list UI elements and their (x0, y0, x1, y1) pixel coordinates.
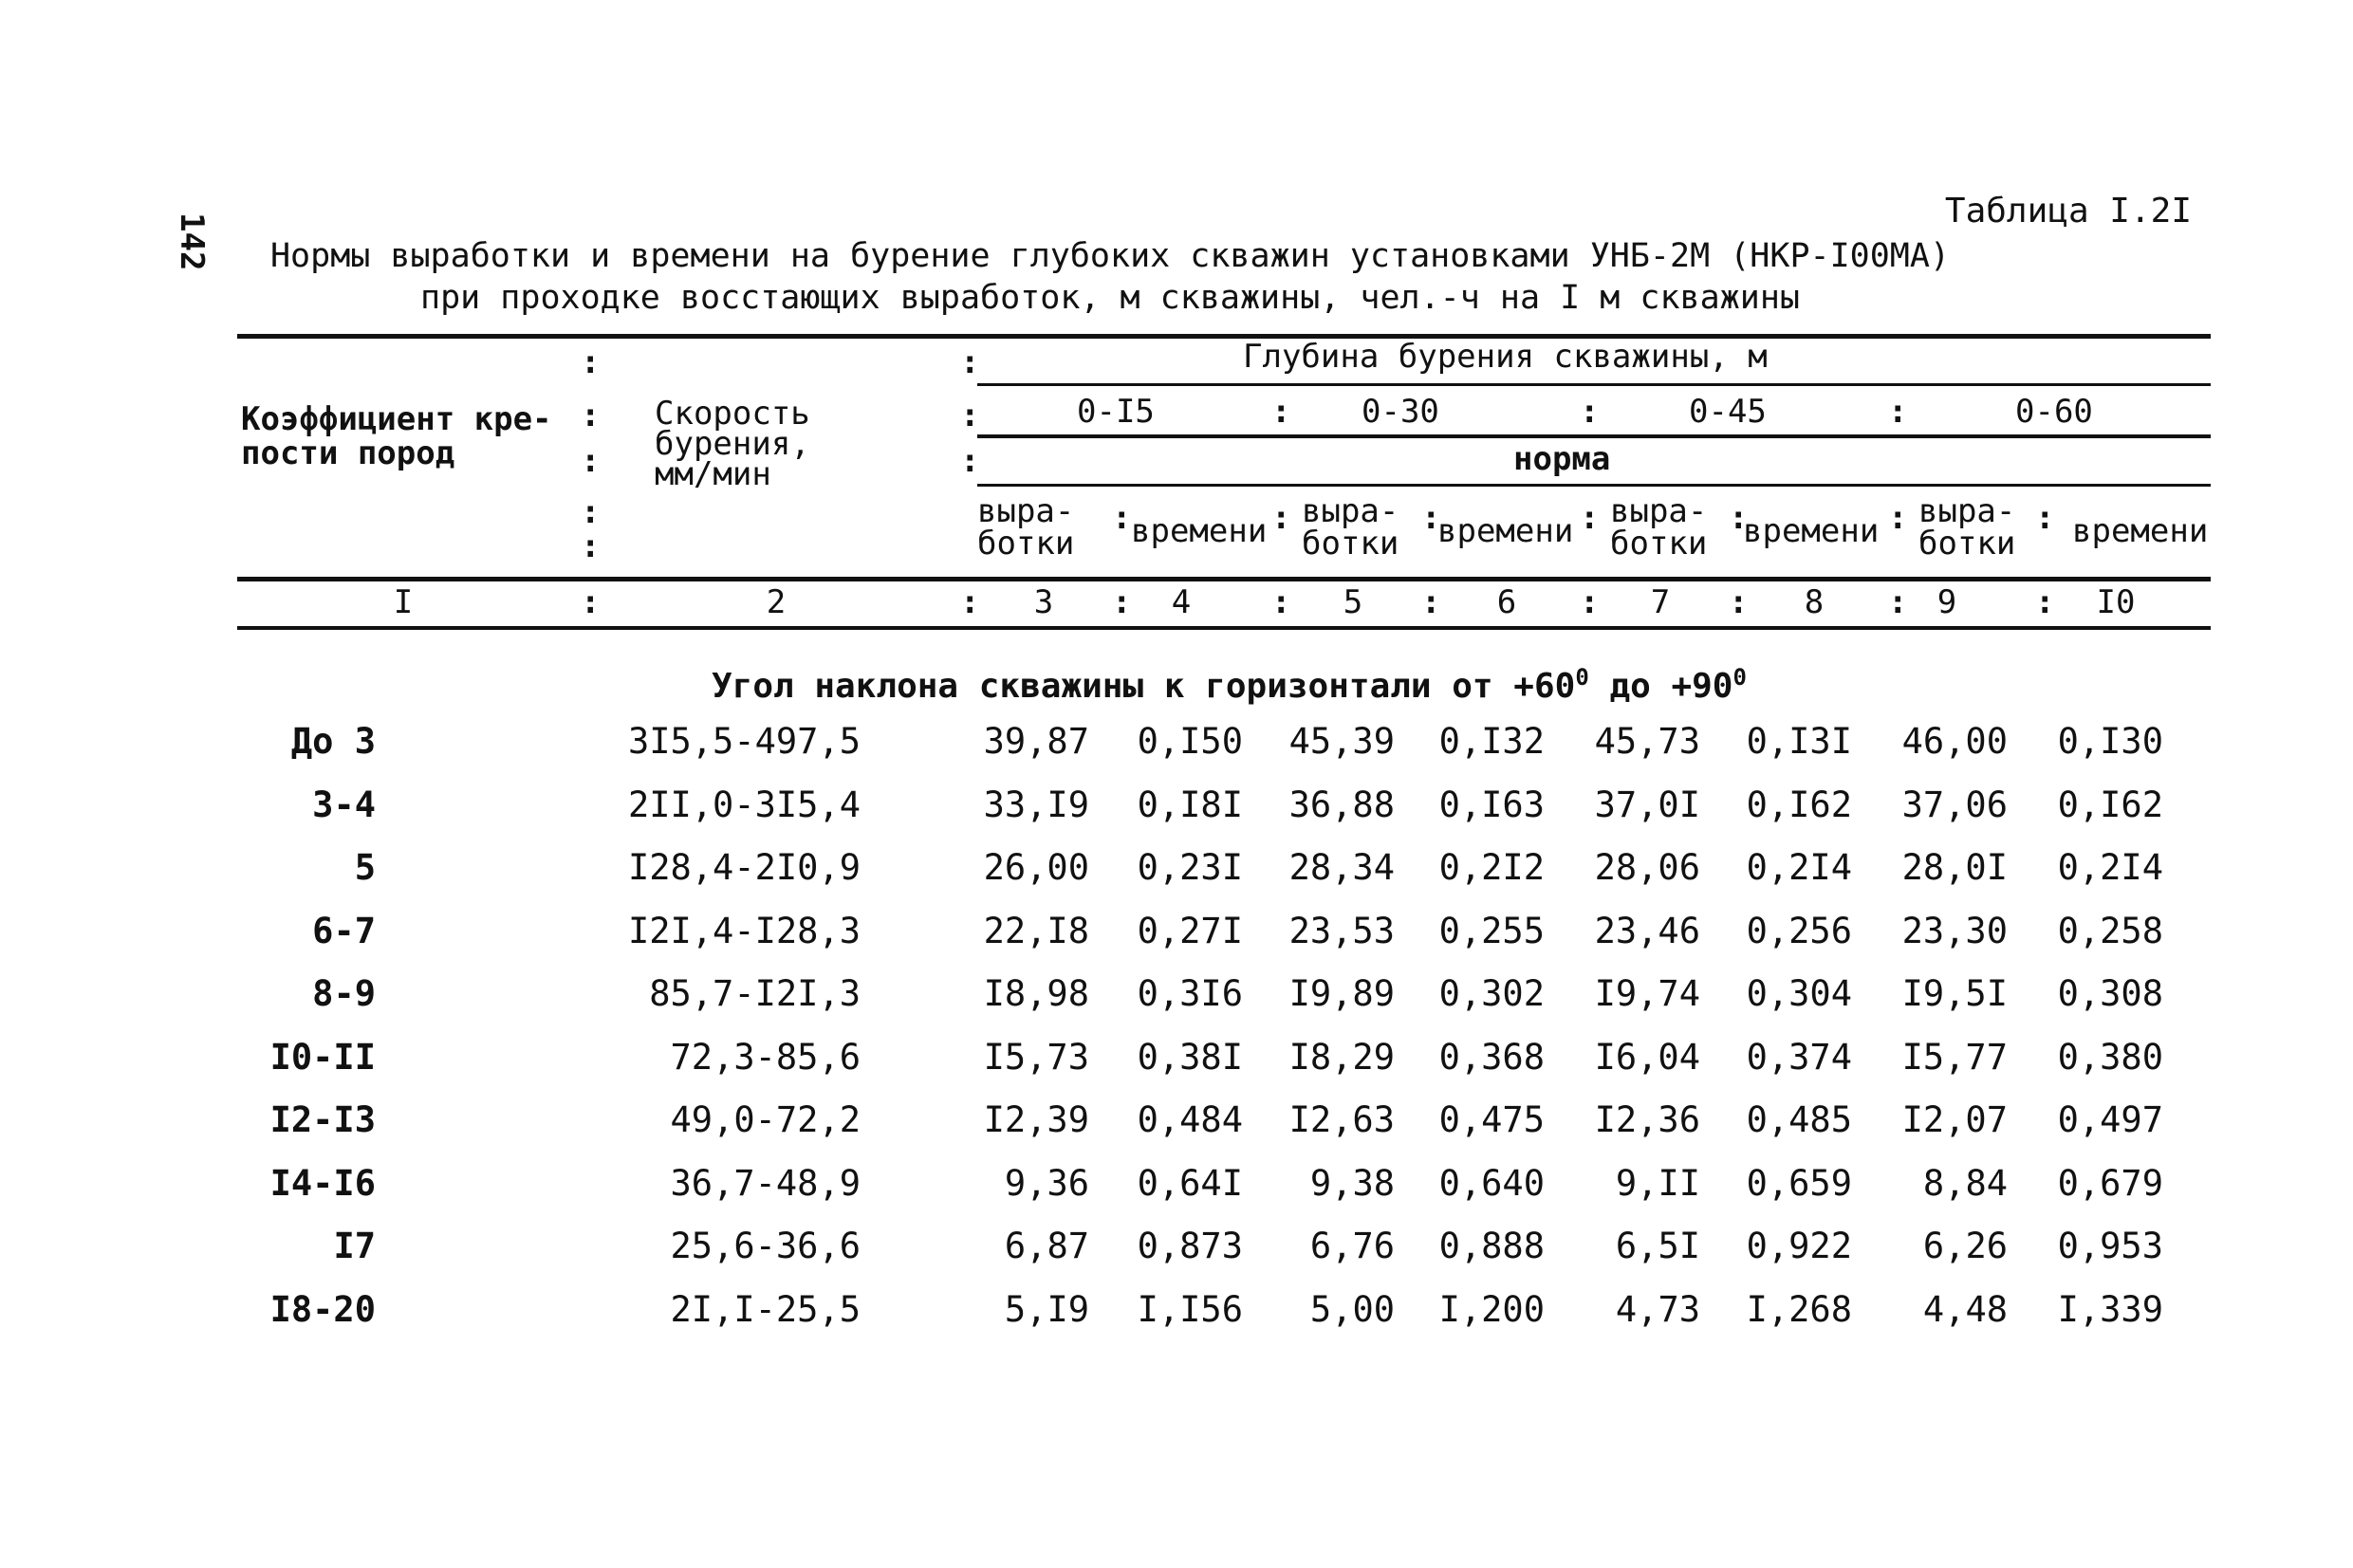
col-numbers-rule (237, 626, 2211, 630)
row-value: 0,I62 (1746, 784, 1852, 825)
row-value: 0,258 (2057, 910, 2163, 951)
row-label: 8-9 (312, 973, 376, 1014)
vyrab-2-line1: выра- (1302, 492, 1399, 530)
row-value: 0,308 (2057, 973, 2163, 1014)
row-value: 5,00 (1309, 1288, 1395, 1330)
row-speed: 85,7-I2I,3 (649, 973, 861, 1014)
row-value: 0,302 (1438, 973, 1545, 1014)
row-value: 28,0I (1901, 847, 2008, 888)
subheader-vyrab-3 (1610, 492, 1708, 563)
row-value: I9,74 (1594, 973, 1700, 1014)
row-value: 0,2I4 (2057, 847, 2163, 888)
column-number: 8 (1804, 583, 1825, 621)
row-value: I5,73 (983, 1036, 1089, 1078)
table-top-rule (237, 334, 2211, 339)
row-value: 37,0I (1594, 784, 1700, 825)
header-col1-line2: пости пород (241, 434, 455, 472)
row-value: 9,II (1615, 1162, 1700, 1204)
row-value: 23,46 (1594, 910, 1700, 951)
row-value: 0,475 (1438, 1099, 1545, 1140)
row-value: I2,36 (1594, 1099, 1700, 1140)
row-value: 0,873 (1137, 1226, 1243, 1266)
header-col2 (655, 395, 810, 493)
subheader-vremeni-3: времени (1743, 512, 1880, 550)
section-title-text: Угол наклона скважины к горизонтали от +60 (712, 667, 1576, 706)
row-value: 0,23I (1137, 847, 1243, 888)
row-value: 0,497 (2057, 1099, 2163, 1140)
row-value: 0,485 (1746, 1099, 1852, 1140)
row-value: 0,64I (1137, 1162, 1243, 1204)
column-number: 2 (766, 583, 787, 621)
row-value: 4,73 (1615, 1288, 1700, 1330)
row-value: 23,30 (1901, 910, 2008, 951)
vyrab-4-line2: ботки (1918, 525, 2016, 563)
column-number: 3 (1033, 583, 1054, 621)
row-value: I9,5I (1901, 973, 2008, 1014)
row-value: 0,I30 (2057, 721, 2163, 762)
header-col2-line3: мм/мин (655, 455, 771, 493)
subheader-vyrab-4 (1918, 492, 2016, 563)
row-value: 0,27I (1137, 910, 1243, 951)
row-speed: I2I,4-I28,3 (627, 910, 861, 951)
row-value: 0,I62 (2057, 784, 2163, 825)
row-value: 28,06 (1594, 847, 1700, 888)
row-value: 28,34 (1288, 847, 1395, 888)
section-degree-2: 0 (1732, 664, 1747, 691)
row-label: 6-7 (312, 910, 376, 951)
row-value: I8,29 (1288, 1036, 1395, 1078)
depth-0-45: 0-45 (1689, 393, 1767, 431)
row-value: I9,89 (1288, 973, 1395, 1014)
row-label: I4-I6 (269, 1162, 376, 1204)
depth-0-60: 0-60 (2015, 393, 2093, 431)
row-value: I,I56 (1137, 1288, 1243, 1330)
row-value: I5,77 (1901, 1036, 2008, 1078)
subheader-vremeni-2: времени (1437, 512, 1574, 550)
vyrab-1-line1: выра- (977, 492, 1075, 530)
row-value: 6,26 (1922, 1226, 2008, 1266)
row-label: I2-I3 (269, 1099, 376, 1140)
row-value: 45,73 (1594, 721, 1700, 762)
subheader-vyrab-1 (977, 492, 1075, 563)
row-label: I8-20 (269, 1288, 376, 1330)
row-value: 5,I9 (1004, 1288, 1089, 1330)
norma-rule (977, 484, 2211, 487)
row-value: 0,374 (1746, 1036, 1852, 1078)
row-value: 45,39 (1288, 721, 1395, 762)
row-value: 0,I32 (1438, 721, 1545, 762)
row-value: I2,63 (1288, 1099, 1395, 1140)
table-label: Таблица I.2I (1944, 192, 2192, 231)
row-value: 0,922 (1746, 1226, 1852, 1266)
row-value: 6,5I (1615, 1226, 1700, 1266)
subheader-vyrab-2 (1302, 492, 1399, 563)
vyrab-3-line2: ботки (1610, 525, 1708, 563)
row-value: 0,I3I (1746, 721, 1852, 762)
row-value: 0,I8I (1137, 784, 1243, 825)
header-bottom-rule (237, 577, 2211, 581)
row-value: 0,888 (1438, 1226, 1545, 1266)
row-value: I2,39 (983, 1099, 1089, 1140)
row-value: 37,06 (1901, 784, 2008, 825)
row-value: I,200 (1438, 1288, 1545, 1330)
row-value: 9,38 (1309, 1162, 1395, 1204)
subheader-vremeni-4: времени (2072, 512, 2209, 550)
row-value: 0,2I4 (1746, 847, 1852, 888)
column-number: 9 (1936, 583, 1957, 621)
column-number: I (393, 583, 414, 621)
row-value: 0,368 (1438, 1036, 1545, 1078)
row-value: 0,2I2 (1438, 847, 1545, 888)
vyrab-3-line1: выра- (1610, 492, 1708, 530)
header-col2-line1: Скорость (655, 395, 810, 433)
subheader-vremeni-1: времени (1131, 512, 1268, 550)
row-value: 26,00 (983, 847, 1089, 888)
row-speed: 49,0-72,2 (670, 1099, 861, 1140)
row-speed: I28,4-2I0,9 (627, 847, 861, 888)
column-number: 4 (1171, 583, 1192, 621)
depth-title: Глубина бурения скважины, м (1243, 338, 1768, 376)
row-value: 0,I50 (1137, 721, 1243, 762)
header-col1-line1: Коэффициент кре- (241, 400, 552, 438)
row-value: 0,659 (1746, 1162, 1852, 1204)
column-number: I0 (2096, 583, 2136, 621)
row-speed: 3I5,5-497,5 (627, 721, 861, 762)
row-value: I,339 (2057, 1288, 2163, 1330)
row-value: 36,88 (1288, 784, 1395, 825)
depths-rule (977, 434, 2211, 438)
row-value: 0,38I (1137, 1036, 1243, 1078)
row-value: 0,679 (2057, 1162, 2163, 1204)
row-label: 3-4 (312, 784, 376, 825)
depth-0-30: 0-30 (1362, 393, 1439, 431)
row-speed: 72,3-85,6 (670, 1036, 861, 1078)
section-title (712, 664, 1747, 706)
row-value: 6,76 (1309, 1226, 1395, 1266)
page-number: 142 (173, 212, 211, 271)
header-col2-line2: бурения, (655, 425, 810, 463)
row-value: I8,98 (983, 973, 1089, 1014)
row-value: I6,04 (1594, 1036, 1700, 1078)
row-label: До 3 (290, 721, 376, 762)
section-degree-1: 0 (1575, 664, 1589, 691)
row-value: 9,36 (1004, 1162, 1089, 1204)
vyrab-1-line2: ботки (977, 525, 1075, 563)
column-number: 6 (1496, 583, 1517, 621)
row-value: 0,255 (1438, 910, 1545, 951)
row-speed: 2I,I-25,5 (670, 1288, 861, 1330)
row-label: I0-II (269, 1036, 376, 1078)
row-value: 0,3I6 (1137, 973, 1243, 1014)
column-number: 7 (1650, 583, 1671, 621)
row-value: 39,87 (983, 721, 1089, 762)
row-value: 0,I63 (1438, 784, 1545, 825)
table-title-line-1: Нормы выработки и времени на бурение глубоких скважин установками УНБ-2М (НКР-I00МА) (269, 237, 1951, 275)
row-value: 6,87 (1004, 1226, 1089, 1266)
row-value: 8,84 (1922, 1162, 2008, 1204)
section-title-mid: до +90 (1588, 667, 1733, 706)
header-col1 (241, 402, 552, 470)
depth-0-15: 0-I5 (1077, 393, 1155, 431)
row-value: 0,640 (1438, 1162, 1545, 1204)
row-value: 0,256 (1746, 910, 1852, 951)
row-value: 0,484 (1137, 1099, 1243, 1140)
row-speed: 25,6-36,6 (670, 1226, 861, 1266)
row-speed: 36,7-48,9 (670, 1162, 861, 1204)
row-value: 46,00 (1901, 721, 2008, 762)
norma-label: норма (1513, 440, 1611, 478)
row-value: 0,380 (2057, 1036, 2163, 1078)
vyrab-2-line2: ботки (1302, 525, 1399, 563)
row-value: I,268 (1746, 1288, 1852, 1330)
row-value: 0,304 (1746, 973, 1852, 1014)
row-value: 22,I8 (983, 910, 1089, 951)
row-value: 33,I9 (983, 784, 1089, 825)
vyrab-4-line1: выра- (1918, 492, 2016, 530)
table-title-line-2: при проходке восстающих выработок, м скважины, чел.-ч на I м скважины (420, 279, 1800, 317)
row-value: 23,53 (1288, 910, 1395, 951)
row-value: I2,07 (1901, 1099, 2008, 1140)
row-label: 5 (354, 847, 376, 888)
row-value: 4,48 (1922, 1288, 2008, 1330)
depth-title-rule (977, 383, 2211, 386)
row-speed: 2II,0-3I5,4 (627, 784, 861, 825)
row-label: I7 (333, 1226, 376, 1266)
column-number: 5 (1343, 583, 1363, 621)
row-value: 0,953 (2057, 1226, 2163, 1266)
